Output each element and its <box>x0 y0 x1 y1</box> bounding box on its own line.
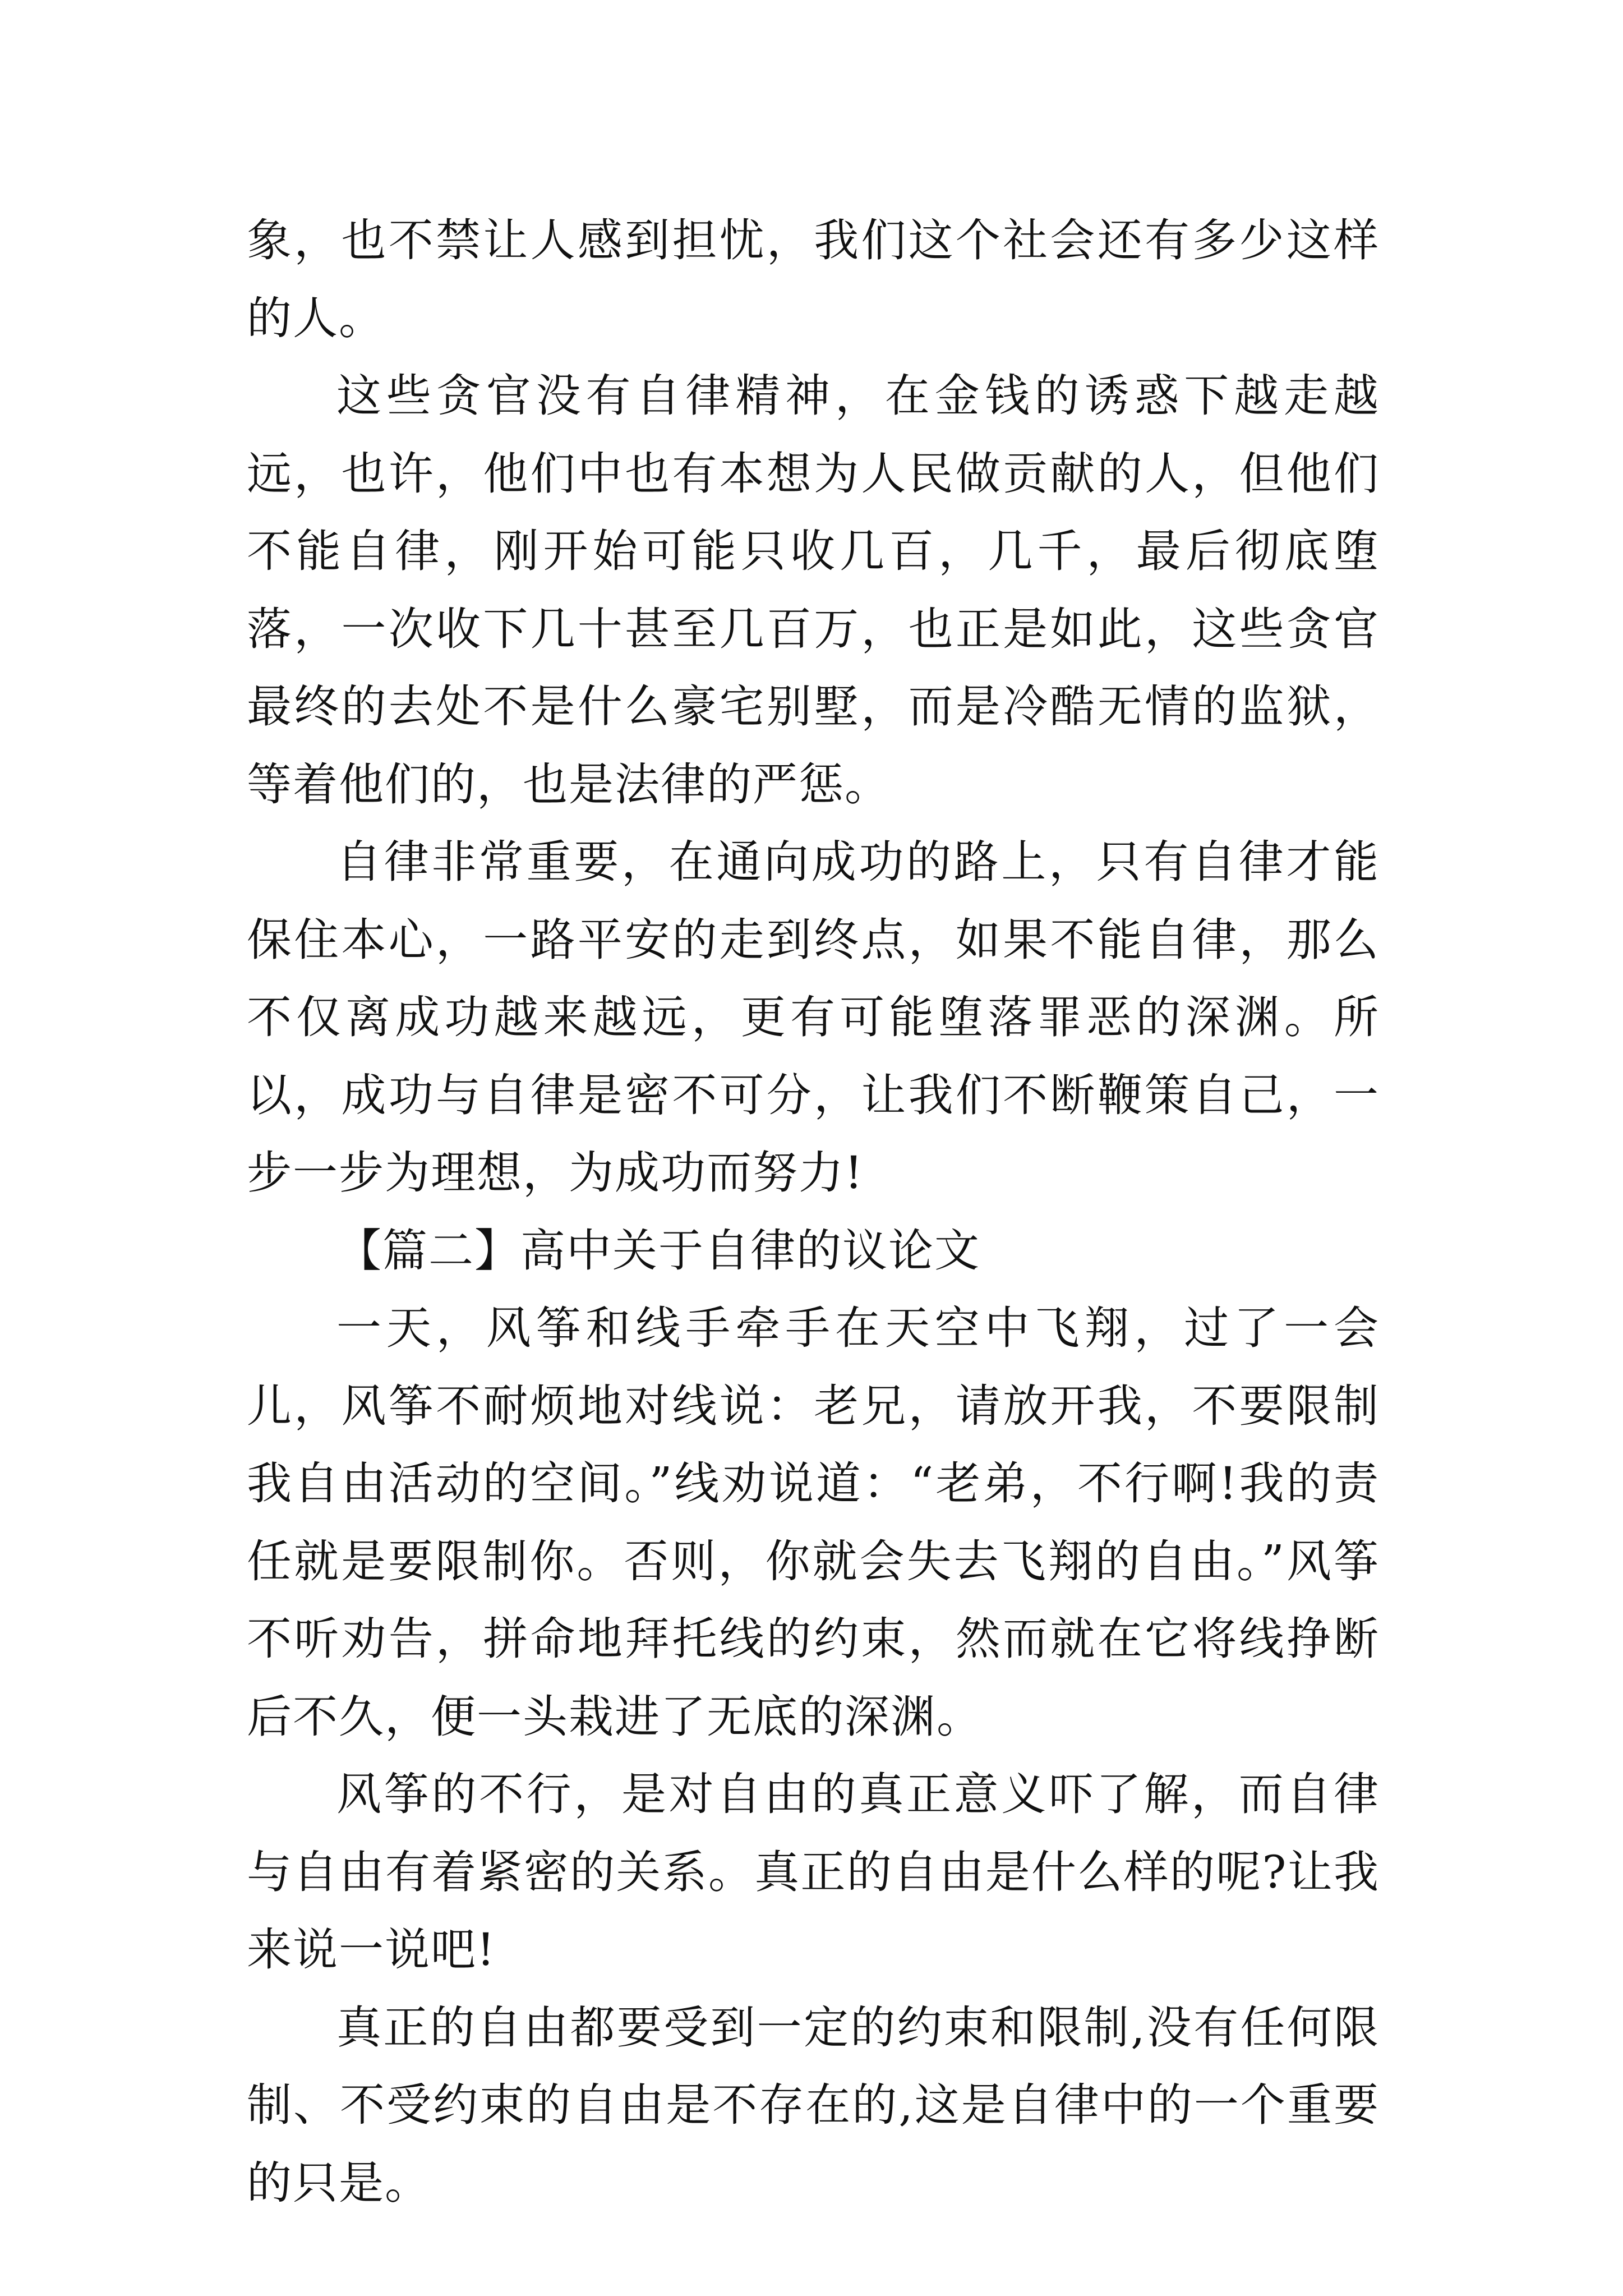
section-heading: 【篇二】高中关于自律的议论文 <box>336 1224 980 1277</box>
document-body <box>247 202 1380 2222</box>
paragraph-kite-story: 一天，风筝和线手牵手在天空中飞翔，过了一会儿，风筝不耐烦地对线说：老兄，请放开我，不要限制我自由活动的空间。”线劝说道：“老弟，不行啊!我的责任就是要限制你。否则，你就会失去飞翔的自由。”风筝不听劝告，拼命地拜托线的约束，然而就在它将线挣断后不久，便一头栽进了无底的深渊。 <box>247 1302 1380 1743</box>
paragraph-corrupt-officials: 这些贪官没有自律精神，在金钱的诱惑下越走越远，也许，他们中也有本想为人民做贡献的人，但他们不能自律，刚开始可能只收几百，几千，最后彻底堕落，一次收下几十甚至几百万，也正是如此，这些贪官最终的去处不是什么豪宅别墅，而是冷酷无情的监狱，等着他们的，也是法律的严惩。 <box>247 370 1380 811</box>
paragraph-true-freedom: 真正的自由都要受到一定的约束和限制,没有任何限制、不受约束的自由是不存在的,这是自律中的一个重要的只是。 <box>247 2001 1380 2209</box>
paragraph-kite-lesson: 风筝的不行，是对自由的真正意义吓了解，而自律与自由有着紧密的关系。真正的自由是什么样的呢?让我来说一说吧! <box>247 1768 1380 1976</box>
paragraph-continuation: 象，也不禁让人感到担忧，我们这个社会还有多少这样的人。 <box>247 214 1380 344</box>
paragraph-self-discipline-importance: 自律非常重要，在通向成功的路上，只有自律才能保住本心，一路平安的走到终点，如果不能自律，那么不仅离成功越来越远，更有可能堕落罪恶的深渊。所以，成功与自律是密不可分，让我们不断鞭策自己，一步一步为理想，为成功而努力! <box>247 836 1380 1199</box>
